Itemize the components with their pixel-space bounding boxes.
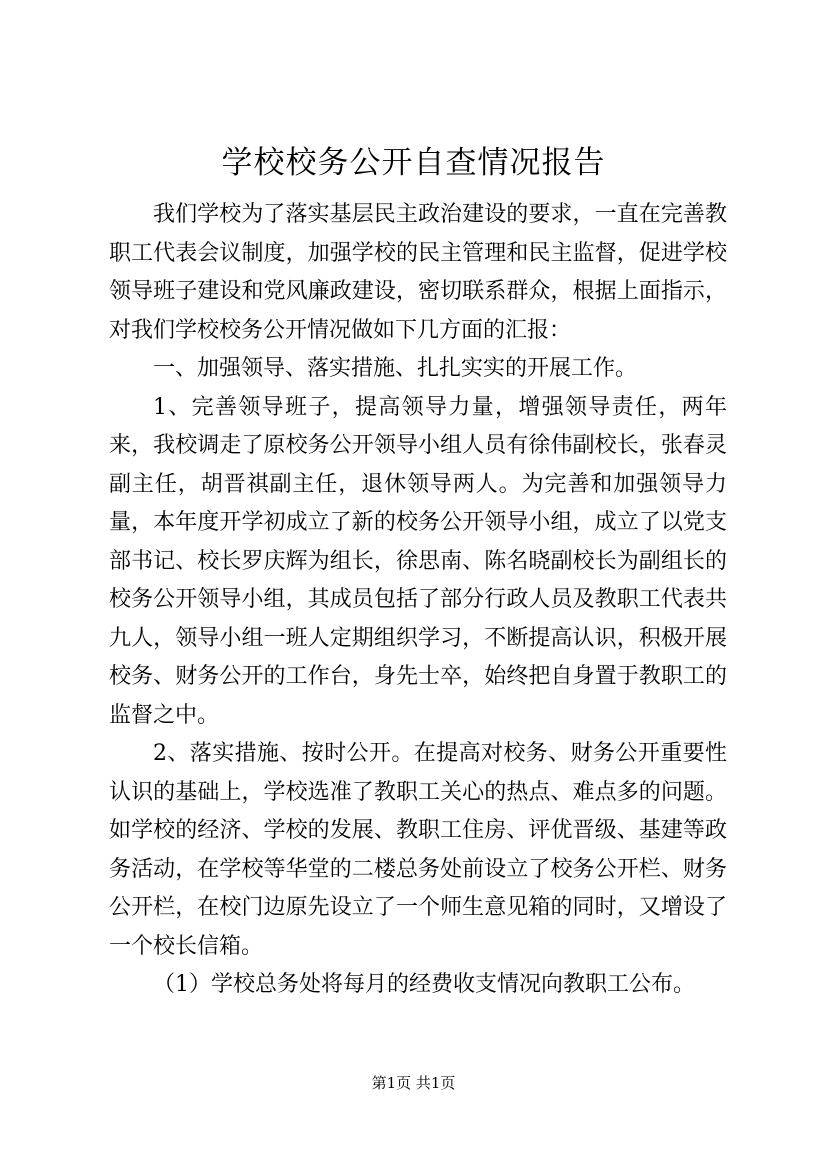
page-footer: 第1页 共1页 [371,1074,456,1092]
item-2-paragraph: 2、落实措施、按时公开。在提高对校务、财务公开重要性认识的基础上，学校选准了教职工关心的热点、难点多的问题。如学校的经济、学校的发展、教职工住房、评优晋级、基建等政务活动，在学校等华堂的二楼总务处前设立了校务公开栏、财务公开栏，在校门边原先设立了一个师生意见箱的同时，又增设了一个校长信箱。 [109,741,727,959]
document-title: 学校校务公开自查情况报告 [221,145,606,181]
intro-paragraph: 我们学校为了落实基层民主政治建设的要求，一直在完善教职工代表会议制度，加强学校的民主管理和民主监督，促进学校领导班子建设和党风廉政建设，密切联系群众，根据上面指示，对我们学校校务公开情况做如下几方面的汇报： [109,202,727,343]
item-1-paragraph: 1、完善领导班子，提高领导力量，增强领导责任，两年来，我校调走了原校务公开领导小组人员有徐伟副校长，张春灵副主任，胡晋祺副主任，退休领导两人。为完善和加强领导力量，本年度开学初成立了新的校务公开领导小组，成立了以党支部书记、校长罗庆辉为组长，徐思南、陈名晓副校长为副组长的校务公开领导小组，其成员包括了部分行政人员及教职工代表共九人，领导小组一班人定期组织学习，不断提高认识，积极开展校务、财务公开的工作台，身先士卒，始终把自身置于教职工的监督之中。 [109,394,727,728]
section-heading-1: 一、加强领导、落实措施、扎扎实实的开展工作。 [153,356,638,381]
document-body [109,196,727,1005]
sub-item-1-paragraph: （1）学校总务处将每月的经费收支情况向教职工公布。 [153,972,695,997]
